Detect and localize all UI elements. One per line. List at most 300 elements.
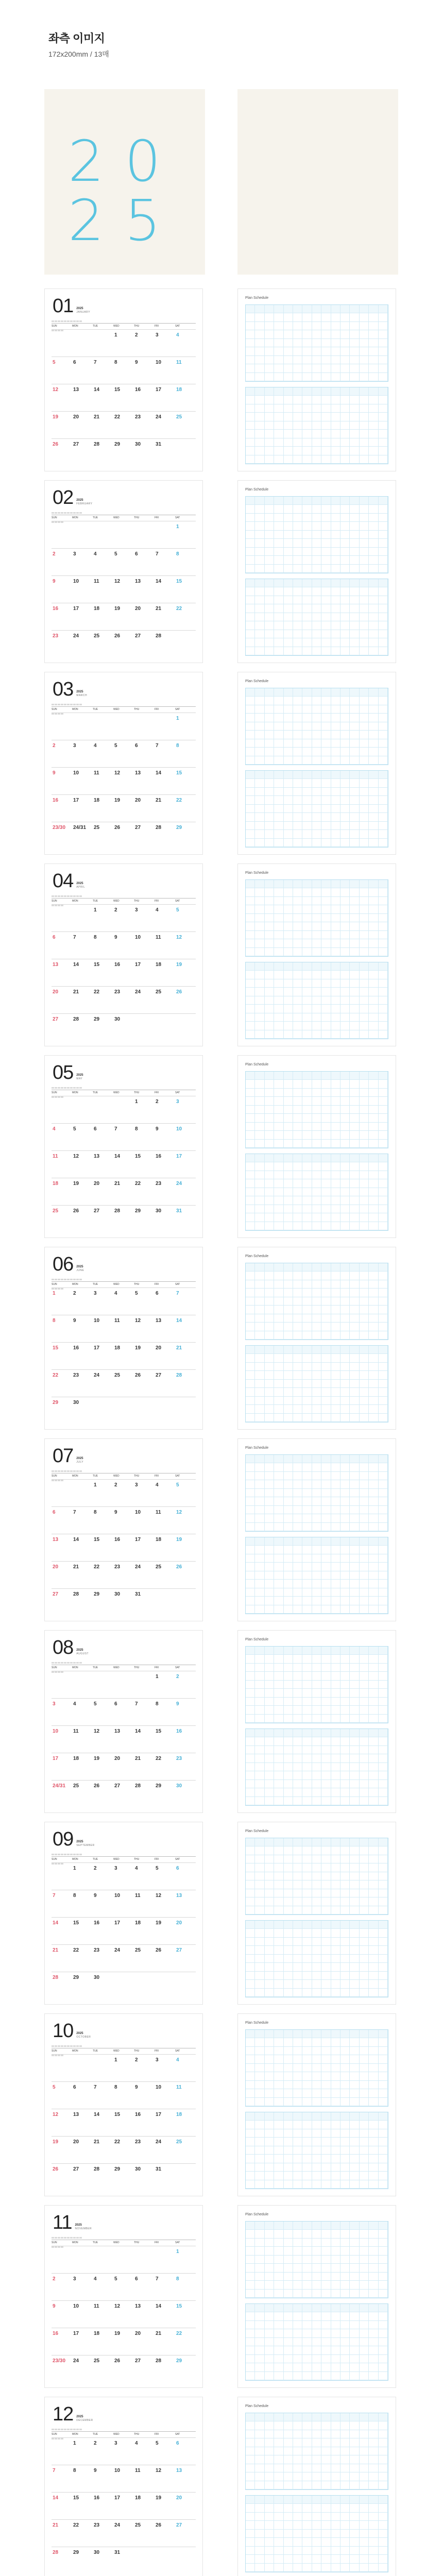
day-cell — [93, 1013, 113, 1041]
weekday-label: FRI — [155, 898, 175, 903]
day-number: 6 — [114, 1701, 117, 1707]
weekday-label: THU — [134, 1281, 155, 1286]
mini-calendar — [52, 699, 82, 706]
day-cell — [93, 1369, 113, 1397]
day-number: 12 — [53, 2112, 59, 2117]
day-cell — [113, 548, 134, 575]
weekday-label: SUN — [52, 2048, 72, 2053]
day-cell — [113, 1315, 134, 1342]
day-cell — [113, 438, 134, 466]
day-number: 8 — [73, 1893, 76, 1899]
month-meta — [76, 1265, 84, 1272]
day-cell — [113, 2246, 134, 2273]
day-cell — [113, 2273, 134, 2300]
weekday-label: THU — [134, 2240, 155, 2244]
day-cell — [175, 1369, 196, 1397]
day-number: 6 — [53, 1510, 56, 1515]
day-cell — [134, 1862, 155, 1890]
day-number: 23 — [53, 633, 59, 639]
day-cell — [93, 1561, 113, 1588]
cover-page — [44, 89, 205, 275]
month-meta — [76, 1074, 83, 1080]
day-number: 21 — [53, 2522, 59, 2528]
day-number: 14 — [176, 1318, 182, 1324]
day-cell — [175, 521, 196, 548]
day-cell — [52, 2109, 72, 2136]
day-cell — [175, 767, 196, 794]
cover-year-top: 20 — [68, 128, 181, 194]
day-number: 1 — [114, 2057, 117, 2063]
plan-schedule-page — [237, 672, 396, 855]
day-cell — [72, 1096, 93, 1123]
day-cell — [52, 1780, 72, 1807]
day-cell — [155, 904, 175, 931]
day-grid — [52, 329, 196, 466]
day-number: 2 — [53, 551, 56, 557]
day-number: 11 — [94, 770, 99, 776]
plan-grid — [245, 2112, 388, 2189]
day-cell — [113, 959, 134, 986]
day-number: 8 — [156, 1701, 159, 1707]
day-number: 13 — [53, 962, 59, 968]
day-number: 2 — [114, 907, 117, 913]
day-cell — [93, 1890, 113, 1917]
day-cell — [134, 1725, 155, 1753]
day-number: 24 — [94, 1372, 100, 1378]
day-number: 12 — [176, 935, 182, 940]
day-number: 2 — [73, 1291, 76, 1296]
day-cell — [113, 904, 134, 931]
day-cell — [113, 357, 134, 384]
plan-schedule-page — [237, 2205, 396, 2388]
day-cell — [93, 2109, 113, 2136]
day-cell — [175, 1917, 196, 1944]
day-cell — [155, 1369, 175, 1397]
day-cell — [134, 2519, 155, 2547]
month-number: 04 — [53, 870, 74, 892]
day-cell — [93, 603, 113, 630]
day-cell — [93, 1178, 113, 1205]
day-cell — [72, 1123, 93, 1150]
day-number: 28 — [176, 1372, 182, 1378]
day-cell — [134, 1123, 155, 1150]
day-cell — [134, 2273, 155, 2300]
day-number: 25 — [94, 825, 100, 831]
weekday-label: TUE — [93, 1856, 113, 1861]
day-number: 15 — [176, 2303, 182, 2309]
day-cell — [113, 411, 134, 438]
day-cell — [134, 2109, 155, 2136]
calendar-page — [44, 863, 203, 1046]
day-number: 17 — [73, 798, 79, 803]
day-number: 29 — [135, 1208, 141, 1214]
day-cell — [113, 630, 134, 657]
weekday-label: TUE — [93, 2431, 113, 2436]
day-cell — [93, 2355, 113, 2382]
day-cell — [72, 2300, 93, 2328]
month-meta — [76, 2415, 93, 2422]
month-number: 08 — [53, 1637, 74, 1658]
calendar-page — [44, 672, 203, 855]
day-number: 10 — [73, 2303, 79, 2309]
day-number: 22 — [73, 2522, 79, 2528]
day-cell — [113, 1342, 134, 1369]
day-cell — [155, 713, 175, 740]
weekday-row — [52, 1856, 196, 1861]
day-cell — [72, 1150, 93, 1178]
day-cell — [175, 1205, 196, 1232]
day-number: 16 — [156, 1154, 162, 1159]
day-cell — [155, 2081, 175, 2109]
day-cell — [155, 1397, 175, 1424]
day-cell — [72, 1944, 93, 1972]
day-number: 28 — [135, 1783, 141, 1789]
day-number: 24 — [73, 2358, 79, 2364]
day-cell — [52, 713, 72, 740]
day-cell — [113, 1671, 134, 1698]
day-cell — [134, 1561, 155, 1588]
day-cell — [72, 1506, 93, 1534]
day-cell — [52, 1917, 72, 1944]
day-cell — [134, 1671, 155, 1698]
day-number: 9 — [94, 2468, 97, 2473]
weekday-label: SUN — [52, 1281, 72, 1286]
weekday-label: TUE — [93, 2048, 113, 2053]
plan-schedule-page — [237, 289, 396, 471]
day-cell — [52, 2547, 72, 2574]
day-cell — [113, 2163, 134, 2191]
day-cell — [175, 2273, 196, 2300]
weekday-label: SAT — [175, 706, 196, 711]
day-number: 9 — [114, 1510, 117, 1515]
day-cell — [134, 1972, 155, 1999]
day-cell — [72, 603, 93, 630]
day-cell — [72, 2273, 93, 2300]
day-cell — [52, 411, 72, 438]
day-cell — [52, 2300, 72, 2328]
day-number: 17 — [176, 1154, 182, 1159]
plan-grid — [245, 1838, 388, 1915]
weekday-label: SUN — [52, 1856, 72, 1861]
day-number: 23/30 — [53, 2358, 66, 2364]
weekday-row — [52, 2048, 196, 2053]
day-number: 18 — [94, 798, 100, 803]
day-cell — [113, 1725, 134, 1753]
plan-schedule-page — [237, 1055, 396, 1238]
year-label: 2025 — [76, 1265, 83, 1268]
month-number: 09 — [53, 1828, 74, 1850]
day-number: 3 — [73, 2276, 76, 2282]
day-cell — [113, 1780, 134, 1807]
day-number: 4 — [73, 1701, 76, 1707]
plan-grid — [245, 1920, 388, 1997]
day-cell — [155, 2465, 175, 2492]
day-number: 23 — [94, 2522, 100, 2528]
day-cell — [134, 521, 155, 548]
weekday-label: FRI — [155, 1090, 175, 1094]
day-number: 14 — [156, 2303, 162, 2309]
day-cell — [93, 1917, 113, 1944]
day-cell — [52, 1725, 72, 1753]
day-grid — [52, 2054, 196, 2191]
plan-grid — [245, 2221, 388, 2298]
month-number: 10 — [53, 2020, 74, 2042]
day-grid — [52, 1096, 196, 1232]
day-cell — [134, 2136, 155, 2163]
day-cell — [93, 1479, 113, 1506]
day-cell — [134, 384, 155, 411]
calendar-page — [44, 1055, 203, 1238]
day-number: 2 — [135, 332, 138, 338]
weekday-label: SAT — [175, 2240, 196, 2244]
day-cell — [93, 329, 113, 357]
day-cell — [93, 384, 113, 411]
day-cell — [52, 1671, 72, 1698]
weekday-label: TUE — [93, 706, 113, 711]
day-cell — [134, 959, 155, 986]
day-number: 7 — [135, 1701, 138, 1707]
day-number: 10 — [114, 2468, 121, 2473]
day-number: 7 — [156, 551, 159, 557]
day-cell — [52, 2328, 72, 2355]
day-number: 8 — [176, 2276, 179, 2282]
day-number: 28 — [94, 442, 100, 447]
day-cell — [175, 630, 196, 657]
day-number: 5 — [176, 1482, 179, 1488]
day-cell — [72, 329, 93, 357]
weekday-label: SAT — [175, 1856, 196, 1861]
day-number: 20 — [176, 2495, 182, 2501]
day-number: 11 — [135, 1893, 141, 1899]
month-name: OCTOBER — [76, 2036, 91, 2039]
day-cell — [113, 2519, 134, 2547]
weekday-label: FRI — [155, 1856, 175, 1861]
plan-schedule-page — [237, 2397, 396, 2576]
day-cell — [72, 438, 93, 466]
day-cell — [52, 357, 72, 384]
day-number: 2 — [53, 2276, 56, 2282]
day-number: 7 — [73, 935, 76, 940]
day-cell — [52, 959, 72, 986]
day-number: 4 — [156, 907, 159, 913]
day-number: 1 — [94, 1482, 97, 1488]
day-number: 19 — [114, 606, 121, 612]
day-number: 28 — [156, 825, 162, 831]
day-number: 28 — [53, 1975, 59, 1980]
weekday-row — [52, 898, 196, 903]
year-label: 2025 — [76, 882, 83, 885]
day-number: 22 — [176, 2331, 182, 2336]
day-cell — [52, 1972, 72, 1999]
day-cell — [113, 1479, 134, 1506]
day-cell — [52, 2355, 72, 2382]
day-cell — [175, 1178, 196, 1205]
day-cell — [175, 2492, 196, 2519]
day-cell — [113, 384, 134, 411]
day-cell — [134, 1917, 155, 1944]
weekday-label: SAT — [175, 2431, 196, 2436]
day-number: 9 — [135, 2084, 138, 2090]
day-number: 2 — [135, 2057, 138, 2063]
day-number: 29 — [73, 1975, 79, 1980]
day-cell — [93, 904, 113, 931]
day-number: 24 — [114, 1947, 121, 1953]
day-cell — [175, 384, 196, 411]
day-number: 11 — [94, 579, 99, 584]
weekday-label: SUN — [52, 1665, 72, 1669]
day-number: 20 — [73, 2139, 79, 2145]
day-cell — [93, 1972, 113, 1999]
day-cell — [134, 630, 155, 657]
day-number: 7 — [114, 1126, 117, 1132]
day-cell — [113, 1588, 134, 1616]
day-cell — [72, 630, 93, 657]
day-cell — [113, 521, 134, 548]
day-number: 24 — [156, 2139, 162, 2145]
day-number: 1 — [73, 2441, 76, 2446]
day-number: 12 — [135, 1318, 141, 1324]
day-cell — [155, 1479, 175, 1506]
day-cell — [175, 1506, 196, 1534]
plan-grid — [245, 1646, 388, 1723]
day-number: 11 — [176, 360, 182, 365]
day-number: 27 — [73, 2166, 79, 2172]
day-number: 15 — [73, 2495, 79, 2501]
day-cell — [175, 2081, 196, 2109]
day-cell — [155, 2163, 175, 2191]
day-cell — [113, 1397, 134, 1424]
day-cell — [72, 2355, 93, 2382]
day-cell — [93, 2519, 113, 2547]
day-cell — [175, 1123, 196, 1150]
weekday-label: THU — [134, 515, 155, 519]
day-number: 4 — [135, 1866, 138, 1871]
day-cell — [52, 1588, 72, 1616]
day-cell — [52, 1397, 72, 1424]
day-number: 26 — [114, 633, 121, 639]
day-number: 15 — [176, 770, 182, 776]
day-cell — [113, 1013, 134, 1041]
day-number: 14 — [94, 2112, 100, 2117]
day-cell — [155, 740, 175, 767]
day-cell — [134, 767, 155, 794]
day-number: 4 — [176, 2057, 179, 2063]
day-cell — [155, 1315, 175, 1342]
day-number: 31 — [156, 2166, 162, 2172]
day-cell — [72, 822, 93, 849]
day-number: 15 — [114, 387, 121, 393]
mini-calendar — [52, 1466, 82, 1473]
day-cell — [155, 1287, 175, 1315]
day-number: 8 — [73, 2468, 76, 2473]
day-number: 11 — [156, 935, 161, 940]
day-number: 16 — [94, 1920, 100, 1926]
weekday-label: SUN — [52, 515, 72, 519]
weekday-label: WED — [113, 1665, 134, 1669]
day-number: 24 — [135, 1564, 141, 1570]
day-cell — [175, 1534, 196, 1561]
day-number: 28 — [114, 1208, 121, 1214]
day-cell — [134, 986, 155, 1013]
day-cell — [72, 1315, 93, 1342]
day-cell — [93, 2465, 113, 2492]
day-number: 8 — [114, 2084, 117, 2090]
day-number: 27 — [156, 1372, 162, 1378]
day-number: 12 — [73, 1154, 79, 1159]
day-number: 1 — [114, 332, 117, 338]
plan-schedule-page — [237, 1822, 396, 2005]
plan-schedule-title: Plan Schedule — [245, 296, 269, 300]
day-cell — [52, 1287, 72, 1315]
day-cell — [93, 575, 113, 603]
plan-schedule-title: Plan Schedule — [245, 1446, 269, 1450]
day-number: 9 — [94, 1893, 97, 1899]
day-cell — [113, 2547, 134, 2574]
day-number: 22 — [94, 1564, 100, 1570]
day-number: 17 — [73, 606, 79, 612]
day-cell — [93, 1698, 113, 1725]
plan-schedule-title: Plan Schedule — [245, 2404, 269, 2408]
day-number: 20 — [53, 1564, 59, 1570]
day-cell — [72, 2492, 93, 2519]
month-number: 02 — [53, 487, 74, 509]
day-cell — [134, 1369, 155, 1397]
day-number: 19 — [114, 798, 121, 803]
month-name: APRIL — [76, 886, 86, 889]
day-number: 19 — [135, 1345, 141, 1351]
day-cell — [72, 1890, 93, 1917]
day-number: 12 — [114, 2303, 121, 2309]
day-cell — [113, 2328, 134, 2355]
day-number: 29 — [114, 442, 121, 447]
plan-schedule-title: Plan Schedule — [245, 680, 269, 683]
day-number: 31 — [156, 442, 162, 447]
day-cell — [134, 1534, 155, 1561]
plan-schedule-page — [237, 1630, 396, 1813]
day-number: 15 — [176, 579, 182, 584]
day-number: 27 — [176, 2522, 182, 2528]
day-cell — [134, 1205, 155, 1232]
day-number: 16 — [53, 798, 59, 803]
weekday-label: THU — [134, 1473, 155, 1478]
day-cell — [72, 1342, 93, 1369]
day-number: 18 — [156, 1537, 162, 1543]
day-cell — [155, 1506, 175, 1534]
day-number: 23 — [156, 1181, 162, 1187]
day-cell — [93, 1096, 113, 1123]
calendar-page — [44, 1438, 203, 1621]
day-number: 16 — [114, 962, 121, 968]
day-cell — [93, 1725, 113, 1753]
weekday-row — [52, 2240, 196, 2244]
day-number: 1 — [176, 2249, 179, 2255]
weekday-label: FRI — [155, 2431, 175, 2436]
day-number: 25 — [94, 633, 100, 639]
day-number: 18 — [176, 387, 182, 393]
day-number: 15 — [156, 1728, 162, 1734]
day-cell — [52, 1561, 72, 1588]
day-grid — [52, 521, 196, 657]
mini-calendar — [52, 1274, 82, 1281]
calendar-page — [44, 480, 203, 663]
day-number: 16 — [135, 2112, 141, 2117]
day-number: 25 — [156, 1564, 162, 1570]
day-number: 28 — [156, 2358, 162, 2364]
day-cell — [113, 2492, 134, 2519]
plan-schedule-page — [237, 1247, 396, 1430]
day-cell — [155, 1123, 175, 1150]
day-cell — [155, 1725, 175, 1753]
